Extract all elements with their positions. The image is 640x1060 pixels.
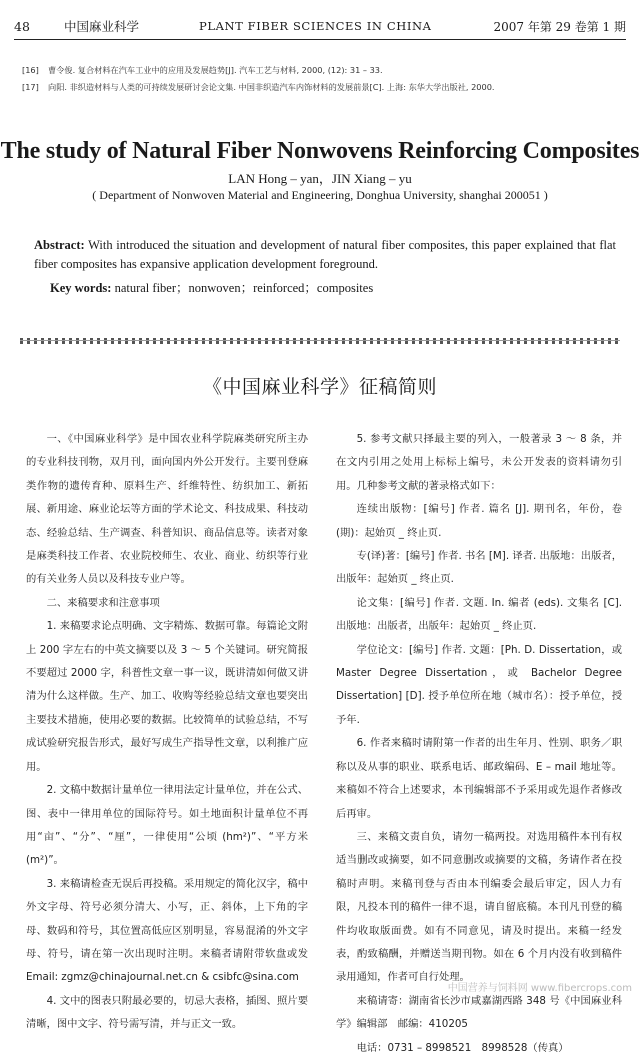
notice-paragraph: 三、来稿文责自负，请勿一稿两投。对选用稿件本刊有权适当删改或摘要，如不同意删改或摘要的文稿，务请作者在投稿时声明。来稿刊登与否由本刊编委会最后审定，因人力有限，凡投本刊的稿件一律不退，请自留底稿。本刊凡刊登的稿件均收取版面费。如有不同意见，请及时提出。来稿一经发表，酌致稿酬，并赠送当期刊物。如在 6 个月内没有收到稿件录用通知，作者可自行处理。 [336,830,622,984]
header-rule [14,39,626,40]
notice-paragraph: 6. 作者来稿时请附第一作者的出生年月、性别、职务／职称以及从事的职业、联系电话、邮政编码、E – mail 地址等。来稿如不符合上述要求，本刊编辑部不予采用或先退作者修改后再审。 [336,737,622,820]
journal-name-cn: 中国麻业科学 [64,19,140,34]
notice-paragraph: 1. 来稿要求论点明确、文字精炼、数据可靠。每篇论文附上 200 字左右的中英文摘要以及 3 ～ 5 个关键词。研究简报不要超过 2000 字，科普性文章一事一议，既讲清如何做又讲清为什么这样做。生产、加工、收购等经验总结文章也要突出主要技术措施，使用必要的数据。比较简单的试验总结，不写成试验研究报告形式，最好写成生产指导性文章，以利推广应用。 [26,620,308,773]
reference-item [22,62,616,79]
reference-format: 学位论文：[编号] 作者. 文题：[Ph. D. Dissertation，或 Master Degree Dissertation，或 Bachelor Degree Dissertation] [D]. 授予单位所在地（城市名）：授予单位，授予年. [336,643,622,726]
abstract-text: With introduced the situation and development of natural fiber composites, this paper explained that flat fiber composites has expansive application development foreground. [34,238,617,271]
reference-text: 曹令俊. 复合材料在汽车工业中的应用及发展趋势[J]. 汽车工艺与材料, 2000, (12): 31 – 33. [48,65,383,75]
page-number: 48 [14,18,30,34]
reference-number: [17] [22,82,39,92]
reference-item [22,79,616,96]
paper-title: The study of Natural Fiber Nonwovens Reinforcing Composites [0,138,640,164]
notice-title: 《中国麻业科学》征稿简则 [202,376,437,398]
notice-paragraph: 一、《中国麻业科学》是中国农业科学院麻类研究所主办的专业科技刊物，双月刊，面向国内外公开发行。主要刊登麻类作物的遗传育种、原料生产、纤维特性、纺织加工、新拓展、新用途、麻业论坛等方面的学术论文、科技成果、科技动态、经验总结、生产调查、科普知识、商品信息等。读者对象是麻类科技工作者、农业院校师生、农业、商业、纺织等行业的有关业务人员以及科技专业户等。 [26,433,308,586]
reference-format: 论文集：[编号] 作者. 文题. In. 编者 (eds). 文集名 [C]. 出版地：出版者，出版年：起始页 _ 终止页. [336,596,622,633]
notice-paragraph: 2. 文稿中数据计量单位一律用法定计量单位，并在公式、图、表中一律用单位的国际符号。如土地面积计量单位不再用“亩”、“分”、“厘”，一律使用“公顷 (hm²)”、“平方米 (m²)”。 [26,784,308,867]
keywords [50,278,616,296]
reference-format: 连续出版物：[编号] 作者. 篇名 [J]. 期刊名，年份，卷(期)：起始页 _ 终止页. [336,503,622,539]
paper-affiliation: ( Department of Nonwoven Material and Engineering, Donghua University, shanghai 200051 ) [92,188,548,202]
abstract [34,236,616,274]
contact-phone: 电话：0731 – 8998521 8998528（传真） [356,1041,569,1054]
notice-paragraph: 5. 参考文献只择最主要的列入，一般著录 3 ～ 8 条，并在文内引用之处用上标标上编号，未公开发表的资料请勿引用。几种参考文献的著录格式如下： [336,433,622,492]
reference-number: [16] [22,65,39,75]
contact-address: 来稿请寄：湖南省长沙市咸嘉湖西路 348 号《中国麻业科学》编辑部 邮编：410205 [336,994,622,1031]
keywords-label: Key words: [50,281,112,295]
issue-info: 2007 年第 29 卷第 1 期 [493,19,626,34]
decorative-divider [20,338,620,344]
notice-left-column [26,428,308,1037]
notice-right-column [336,428,622,1060]
reference-list [22,62,616,96]
reference-format: 专(译)著：[编号] 作者. 书名 [M]. 译者. 出版地：出版者，出版年：起始页 _ 终止页. [336,550,622,586]
notice-heading: 二、来稿要求和注意事项 [46,596,160,609]
abstract-label: Abstract: [34,238,85,252]
notice-paragraph: 4. 文中的图表只附最必要的，切忌大表格，插图、照片要清晰，图中文字、符号需写清，并与正文一致。 [26,994,308,1031]
reference-text: 向阳. 非织造材料与人类的可持续发展研讨会论文集. 中国非织造汽车内饰材料的发展前景[C]. 上海: 东华大学出版社, 2000. [48,82,495,92]
keywords-text: natural fiber；nonwoven；reinforced；composites [114,281,374,295]
running-header [14,16,626,36]
site-watermark: 中国营养与饲料网 www.fibercrops.com [447,983,632,994]
paper-authors: LAN Hong – yan，JIN Xiang – yu [228,171,412,186]
notice-paragraph: 3. 来稿请检查无误后再投稿。采用规定的简化汉字，稿中外文字母、符号必须分清大、小写，正、斜体，上下角的字母、数码和符号，其位置高低应区别明显，容易混淆的外文字母、符号，请在第一次出现时注明。来稿者请附带软盘或发 Email: zgmz@chinajournal.net.cn & csibfc@sina.com [26,877,308,984]
journal-name-en: PLANT FIBER SCIENCES IN CHINA [199,19,432,33]
